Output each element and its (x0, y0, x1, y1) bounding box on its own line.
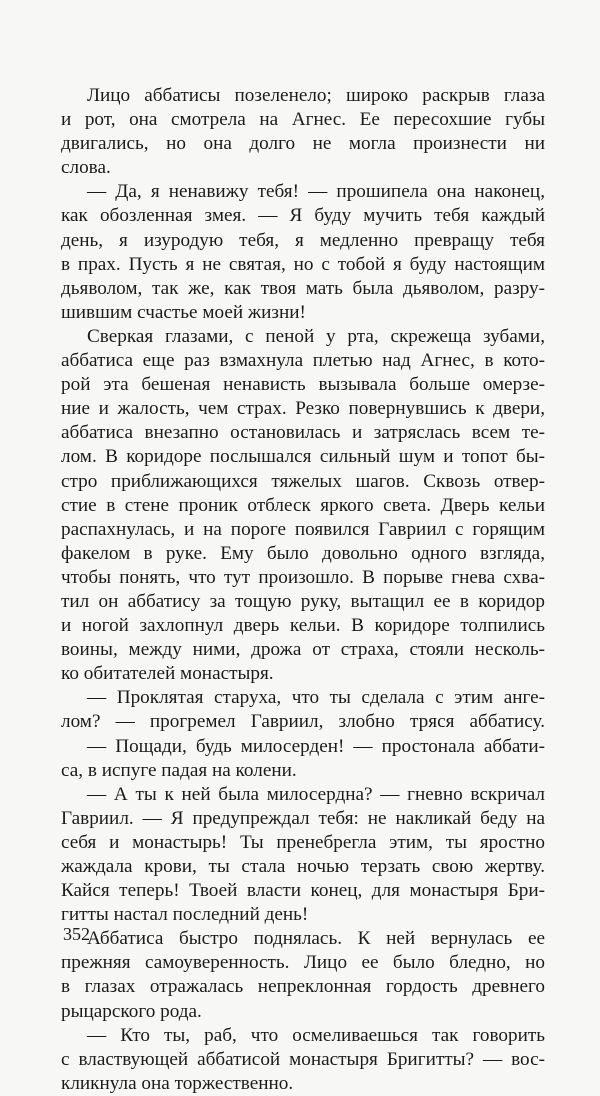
text-line: стие в стене проник отблеск яркого света. Дверь кельи (61, 494, 545, 516)
text-line: двигались, но она долго не могла произнести ни (61, 133, 545, 155)
text-line: в прах. Пусть я не святая, но с тобой я буду настоящим (61, 253, 545, 275)
text-line: воины, между ними, дрожа от страха, стояли несколь- (61, 639, 545, 661)
text-line: себя и монастырь! Ты пренебрегла этим, ты яростно (61, 831, 545, 853)
text-line: шившим счастье моей жизни! (61, 301, 306, 323)
text-line: тил он аббатису за тощую руку, вытащил ее в коридор (61, 590, 545, 612)
text-line: лом? — прогремел Гавриил, злобно тряся аббатису. (61, 711, 545, 733)
text-line: распахнулась, и на пороге появился Гавриил с горящим (61, 518, 545, 540)
text-line: день, я изуродую тебя, я медленно превращу тебя (61, 229, 545, 251)
text-line: гитты настал последний день! (61, 904, 309, 926)
text-line: факелом в руке. Ему было довольно одного взгляда, (61, 542, 545, 564)
text-line: рой эта бешеная ненависть вызывала больше омерзе- (61, 374, 545, 396)
text-line: аббатиса внезапно остановилась и затряслась всем те- (61, 422, 545, 444)
text-line: и рот, она смотрела на Агнес. Ее пересохшие губы (61, 109, 545, 131)
text-line: жаждала крови, ты стала ночью терзать свою жертву. (61, 856, 545, 877)
text-line: и ногой захлопнул дверь кельи. В коридоре толпились (61, 615, 545, 637)
text-line: ние и жалость, чем страх. Резко повернувшись к двери, (61, 398, 545, 420)
text-line: Сверкая глазами, с пеной у рта, скрежеща зубами, (87, 325, 545, 347)
text-line: в глазах отражалась непреклонная гордость древнего (61, 976, 545, 998)
text-line: Кайся теперь! Твоей власти конец, для монастыря Бри- (61, 880, 545, 902)
text-line: как обозленная змея. — Я буду мучить тебя каждый (61, 205, 545, 227)
text-line: рыцарского рода. (61, 1000, 202, 1022)
text-line: Гавриил. — Я предупреждал тебя: не накликай беду на (61, 807, 545, 829)
text-line: — Да, я ненавижу тебя! — прошипела она наконец, (87, 181, 545, 203)
text-line: лом. В коридоре послышался сильный шум и топот бы- (61, 446, 545, 468)
text-line: с властвующей аббатисой монастыря Бригитты? — вос- (61, 1048, 545, 1070)
text-line: стро приближающихся тяжелых шагов. Сквозь отвер- (61, 470, 545, 492)
page-number: 352 (63, 924, 90, 944)
book-page-text (61, 84, 545, 1096)
text-line: ко обитателей монастыря. (61, 663, 274, 685)
text-line: — А ты к ней была милосердна? — гневно вскричал (87, 783, 545, 805)
text-line: кликнула она торжественно. (61, 1072, 294, 1094)
text-line: — Пощади, будь милосерден! — простонала аббати- (87, 735, 545, 757)
text-line: Лицо аббатисы позеленело; широко раскрыв глаза (87, 85, 545, 106)
text-line: — Кто ты, раб, что осмеливаешься так говорить (87, 1024, 545, 1046)
text-line: дьяволом, так же, как твоя мать была дьяволом, разру- (61, 277, 545, 299)
text-line: прежняя самоуверенность. Лицо ее было бледно, но (61, 952, 545, 974)
text-line: чтобы понять, что тут произошло. В порыве гнева схва- (61, 566, 545, 588)
text-line: — Проклятая старуха, что ты сделала с этим анге- (87, 687, 545, 709)
text-line: са, в испуге падая на колени. (61, 759, 297, 781)
text-line: слова. (61, 157, 111, 179)
text-line: аббатиса еще раз взмахнула плетью над Агнес, в кото- (61, 350, 545, 372)
text-line: Аббатиса быстро поднялась. К ней вернулась ее (87, 928, 545, 950)
